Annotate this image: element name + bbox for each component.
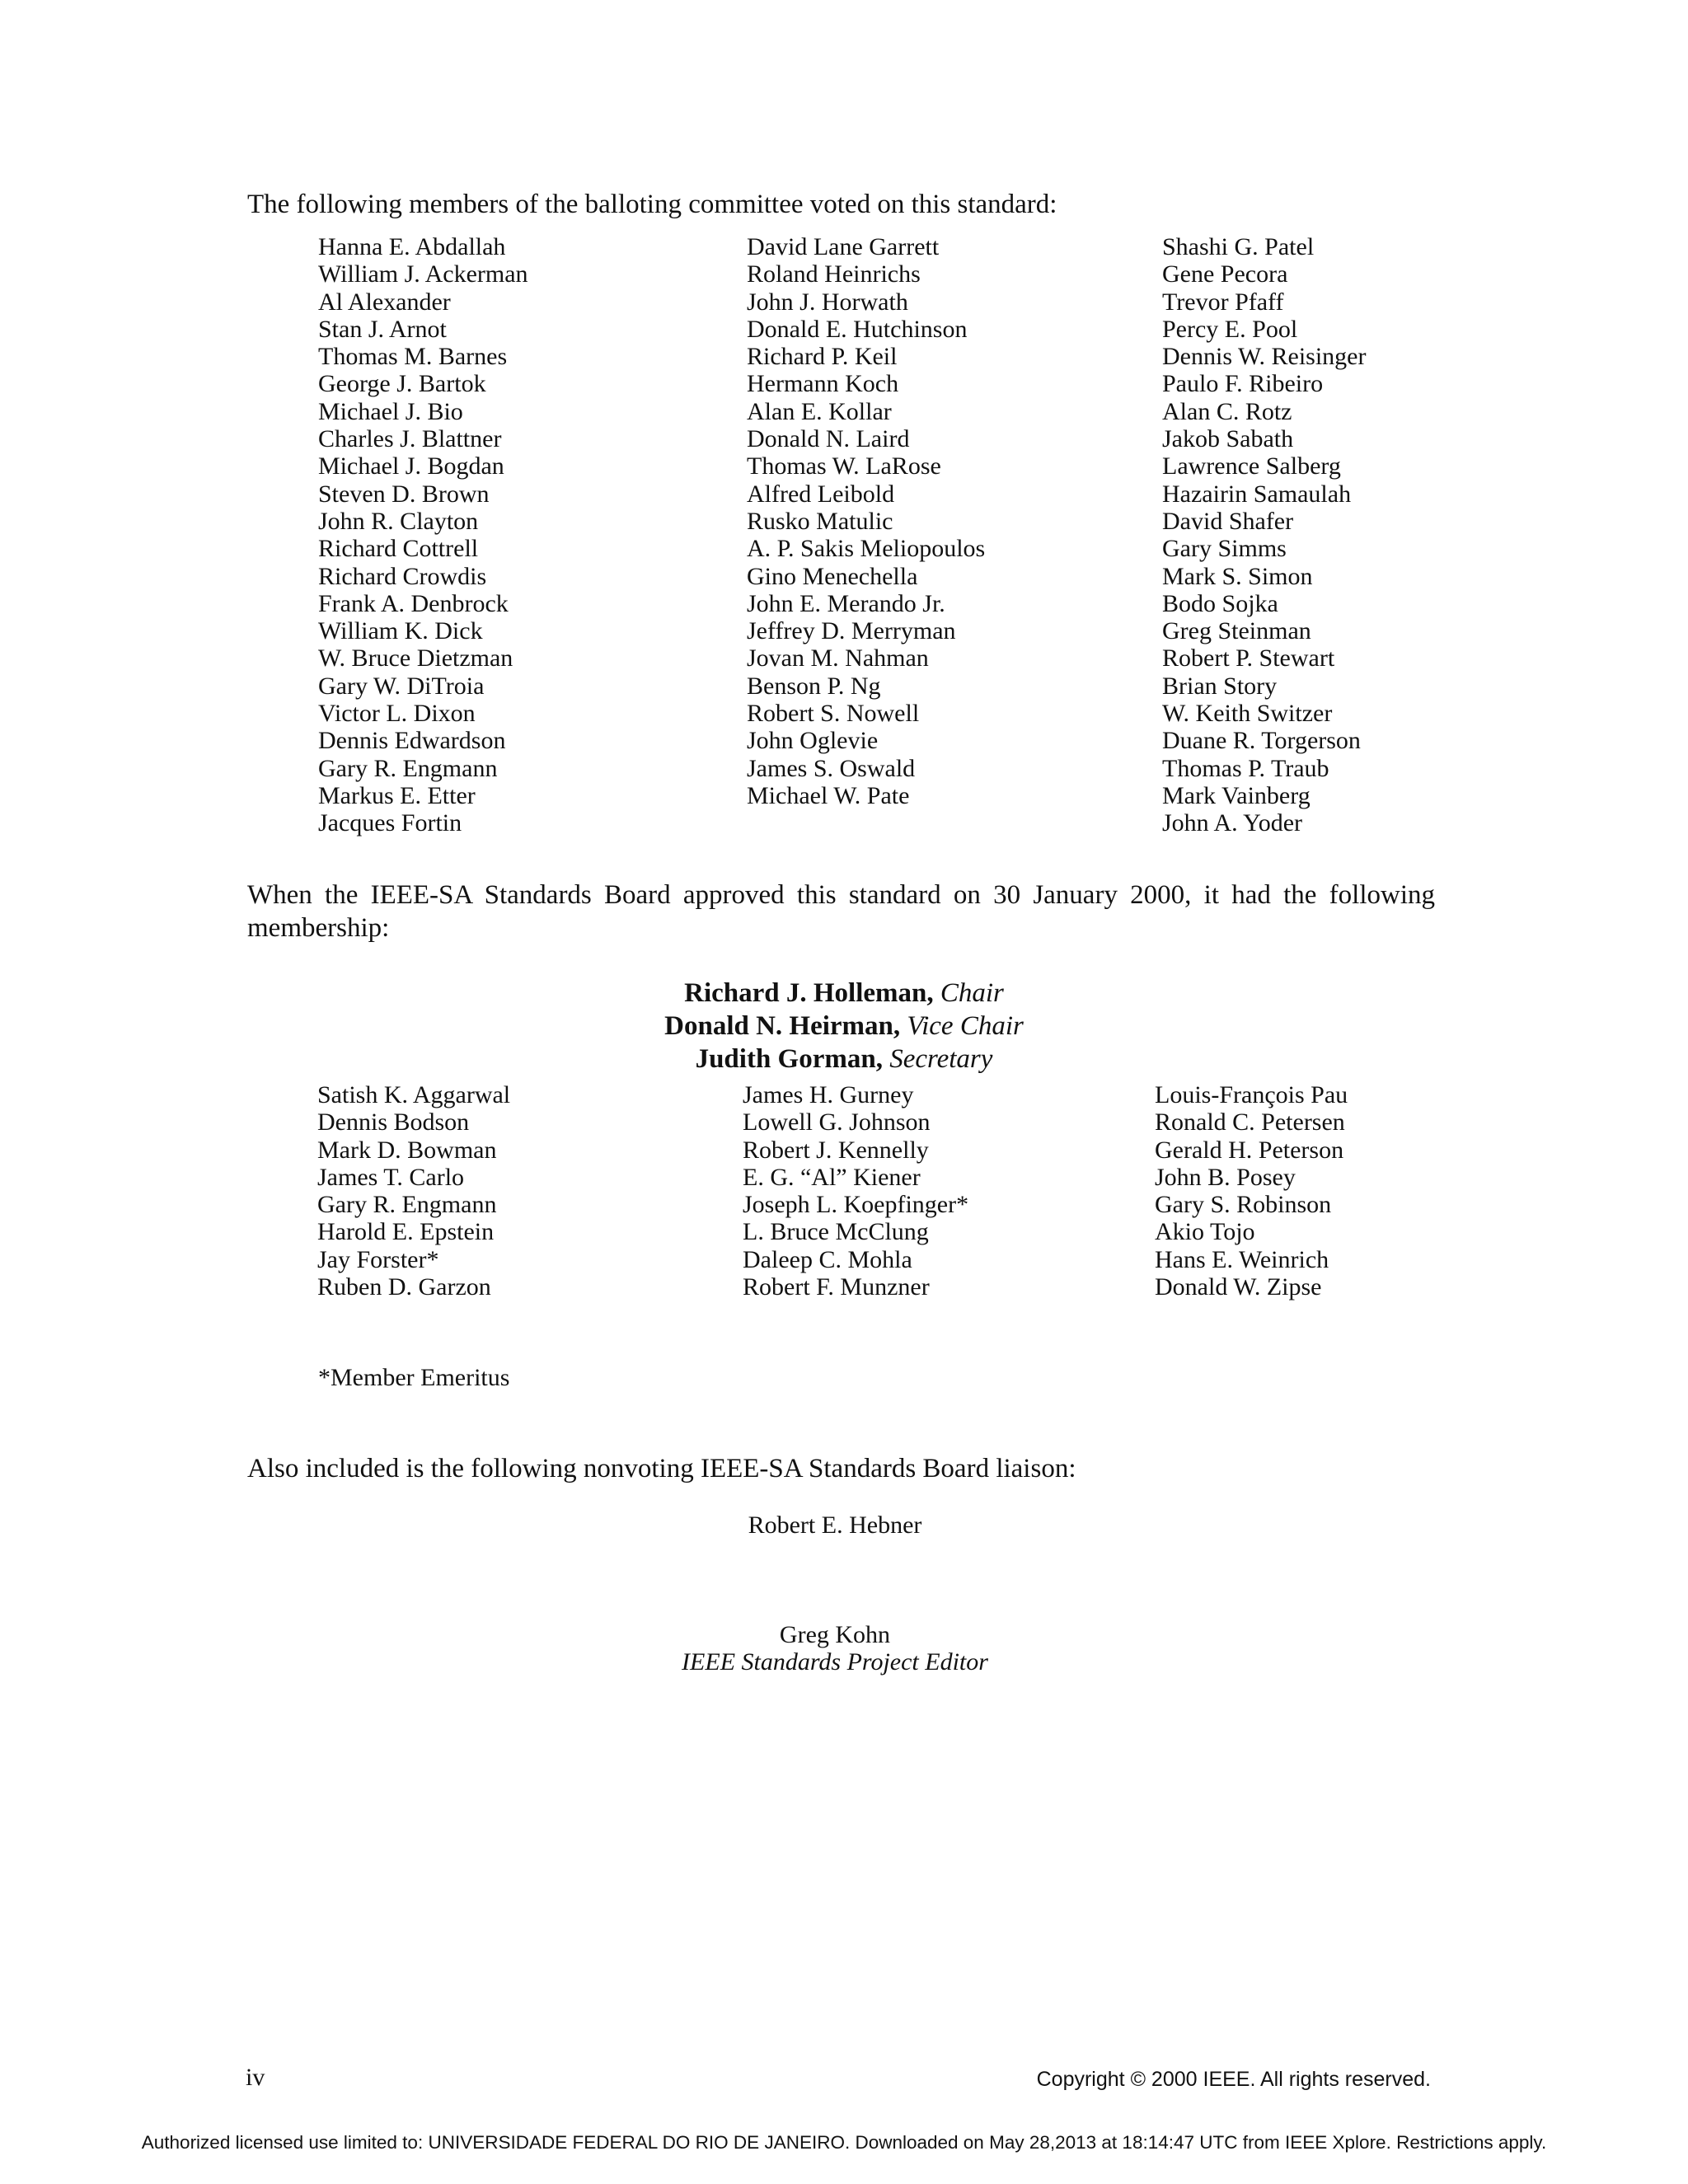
member-name: James H. Gurney: [743, 1081, 914, 1108]
member-name: Dennis Bodson: [317, 1108, 470, 1137]
member-name: Mark S. Simon: [1162, 562, 1313, 590]
member-name: Gary Simms: [1162, 535, 1287, 563]
member-name: William J. Ackerman: [318, 260, 528, 288]
board-officers: [0, 977, 1688, 1076]
member-name: Victor L. Dixon: [318, 700, 476, 728]
member-name: George J. Bartok: [318, 370, 486, 398]
member-name: Satish K. Aggarwal: [317, 1081, 511, 1108]
member-name: Steven D. Brown: [318, 480, 490, 508]
member-name: Mark D. Bowman: [317, 1136, 497, 1164]
member-name: Roland Heinrichs: [747, 260, 921, 288]
member-name: Al Alexander: [318, 288, 451, 316]
member-name: Jay Forster*: [317, 1245, 439, 1273]
member-name: Paulo F. Ribeiro: [1162, 370, 1324, 398]
member-name: John Oglevie: [747, 727, 879, 755]
member-name: Jovan M. Nahman: [747, 644, 929, 673]
balloting-column-1: [318, 233, 528, 837]
member-name: John E. Merando Jr.: [747, 589, 945, 617]
board-column-3: [1155, 1081, 1348, 1301]
member-name: A. P. Sakis Meliopoulos: [747, 535, 986, 563]
member-name: Frank A. Denbrock: [318, 589, 509, 617]
officer-chair: Richard J. Holleman, Chair: [684, 978, 1004, 1008]
member-name: L. Bruce McClung: [743, 1218, 929, 1246]
officer-secretary: Judith Gorman, Secretary: [695, 1044, 993, 1074]
member-name: Robert S. Nowell: [747, 700, 920, 728]
member-name: Mark Vainberg: [1162, 781, 1311, 809]
board-column-1: [317, 1081, 510, 1301]
member-name: Gary R. Engmann: [318, 754, 498, 782]
member-name: Gary R. Engmann: [317, 1191, 497, 1219]
member-name: Gene Pecora: [1162, 260, 1288, 288]
member-name: Gary W. DiTroia: [318, 672, 485, 700]
member-name: Alan E. Kollar: [747, 397, 892, 425]
member-name: Thomas W. LaRose: [747, 452, 941, 480]
member-name: Ronald C. Petersen: [1155, 1108, 1345, 1137]
member-name: John R. Clayton: [318, 507, 479, 535]
member-name: Hazairin Samaulah: [1162, 480, 1352, 508]
balloting-intro: The following members of the balloting committee voted on this standard:: [247, 190, 1057, 219]
liaison-name: Robert E. Hebner: [748, 1511, 922, 1539]
member-name: Markus E. Etter: [318, 781, 476, 809]
member-name: Thomas M. Barnes: [318, 343, 508, 371]
member-name: Richard Crowdis: [318, 562, 487, 590]
copyright-notice: Copyright © 2000 IEEE. All rights reserved.: [1036, 2068, 1431, 2091]
member-name: Donald N. Laird: [747, 425, 910, 453]
member-name: Benson P. Ng: [747, 672, 881, 700]
member-name: Gerald H. Peterson: [1155, 1136, 1344, 1164]
member-name: Alan C. Rotz: [1162, 397, 1292, 425]
member-name: William K. Dick: [318, 617, 483, 645]
member-name: Hermann Koch: [747, 370, 899, 398]
balloting-column-2: [747, 233, 985, 809]
member-emeritus-footnote: *Member Emeritus: [318, 1364, 510, 1391]
member-name: Louis-François Pau: [1155, 1081, 1348, 1108]
member-name: Trevor Pfaff: [1162, 288, 1284, 316]
member-name: W. Bruce Dietzman: [318, 644, 513, 673]
member-name: W. Keith Switzer: [1162, 700, 1333, 728]
member-name: Charles J. Blattner: [318, 425, 502, 453]
license-notice: Authorized licensed use limited to: UNIVERSIDADE FEDERAL DO RIO DE JANEIRO. Downloaded on May 28,2013 at 18:14:47 UTC from IEEE Xplore. Restrictions apply.: [141, 2132, 1547, 2153]
member-name: Greg Steinman: [1162, 617, 1311, 645]
member-name: Richard P. Keil: [747, 343, 898, 371]
member-name: Gino Menechella: [747, 562, 918, 590]
member-name: Duane R. Torgerson: [1162, 727, 1361, 755]
member-name: E. G. “Al” Kiener: [743, 1163, 921, 1191]
member-name: James T. Carlo: [317, 1163, 465, 1191]
member-name: Brian Story: [1162, 672, 1278, 700]
board-column-2: [743, 1081, 968, 1301]
member-name: Jakob Sabath: [1162, 425, 1294, 453]
member-name: Dennis W. Reisinger: [1162, 343, 1367, 371]
balloting-column-3: [1162, 233, 1367, 837]
member-name: Michael J. Bogdan: [318, 452, 504, 480]
member-name: Alfred Leibold: [747, 480, 895, 508]
member-name: John A. Yoder: [1162, 809, 1303, 837]
member-name: Joseph L. Koepfinger*: [743, 1191, 969, 1219]
member-name: Robert P. Stewart: [1162, 644, 1335, 673]
member-name: Michael J. Bio: [318, 397, 463, 425]
member-name: Rusko Matulic: [747, 507, 893, 535]
page-number: iv: [246, 2064, 265, 2091]
member-name: Jeffrey D. Merryman: [747, 617, 956, 645]
member-name: Daleep C. Mohla: [743, 1245, 912, 1273]
member-name: Robert J. Kennelly: [743, 1136, 929, 1164]
member-name: Hanna E. Abdallah: [318, 233, 506, 260]
member-name: David Shafer: [1162, 507, 1294, 535]
editor-name: Greg Kohn: [779, 1621, 891, 1648]
member-name: Hans E. Weinrich: [1155, 1245, 1329, 1273]
member-name: Akio Tojo: [1155, 1218, 1255, 1246]
member-name: Donald W. Zipse: [1155, 1273, 1322, 1301]
member-name: Lawrence Salberg: [1162, 452, 1341, 480]
member-name: Gary S. Robinson: [1155, 1191, 1332, 1219]
member-name: Dennis Edwardson: [318, 727, 506, 755]
member-name: Lowell G. Johnson: [743, 1108, 931, 1137]
member-name: Jacques Fortin: [318, 809, 462, 837]
member-name: Robert F. Munzner: [743, 1273, 930, 1301]
member-name: Donald E. Hutchinson: [747, 315, 968, 343]
member-name: James S. Oswald: [747, 754, 916, 782]
member-name: John B. Posey: [1155, 1163, 1296, 1191]
board-intro: When the IEEE-SA Standards Board approved this standard on 30 January 2000, it had the following membership:: [247, 880, 1435, 943]
member-name: Shashi G. Patel: [1162, 233, 1315, 260]
member-name: Michael W. Pate: [747, 781, 910, 809]
member-name: John J. Horwath: [747, 288, 908, 316]
member-name: Harold E. Epstein: [317, 1218, 495, 1246]
member-name: Thomas P. Traub: [1162, 754, 1329, 782]
member-name: Bodo Sojka: [1162, 589, 1278, 617]
officer-vice-chair: Donald N. Heirman, Vice Chair: [664, 1011, 1024, 1041]
editor-title: IEEE Standards Project Editor: [682, 1648, 988, 1675]
member-name: Ruben D. Garzon: [317, 1273, 491, 1301]
member-name: David Lane Garrett: [747, 233, 940, 260]
member-name: Richard Cottrell: [318, 535, 479, 563]
member-name: Stan J. Arnot: [318, 315, 447, 343]
liaison-intro: Also included is the following nonvoting IEEE-SA Standards Board liaison:: [247, 1454, 1076, 1483]
member-name: Percy E. Pool: [1162, 315, 1298, 343]
